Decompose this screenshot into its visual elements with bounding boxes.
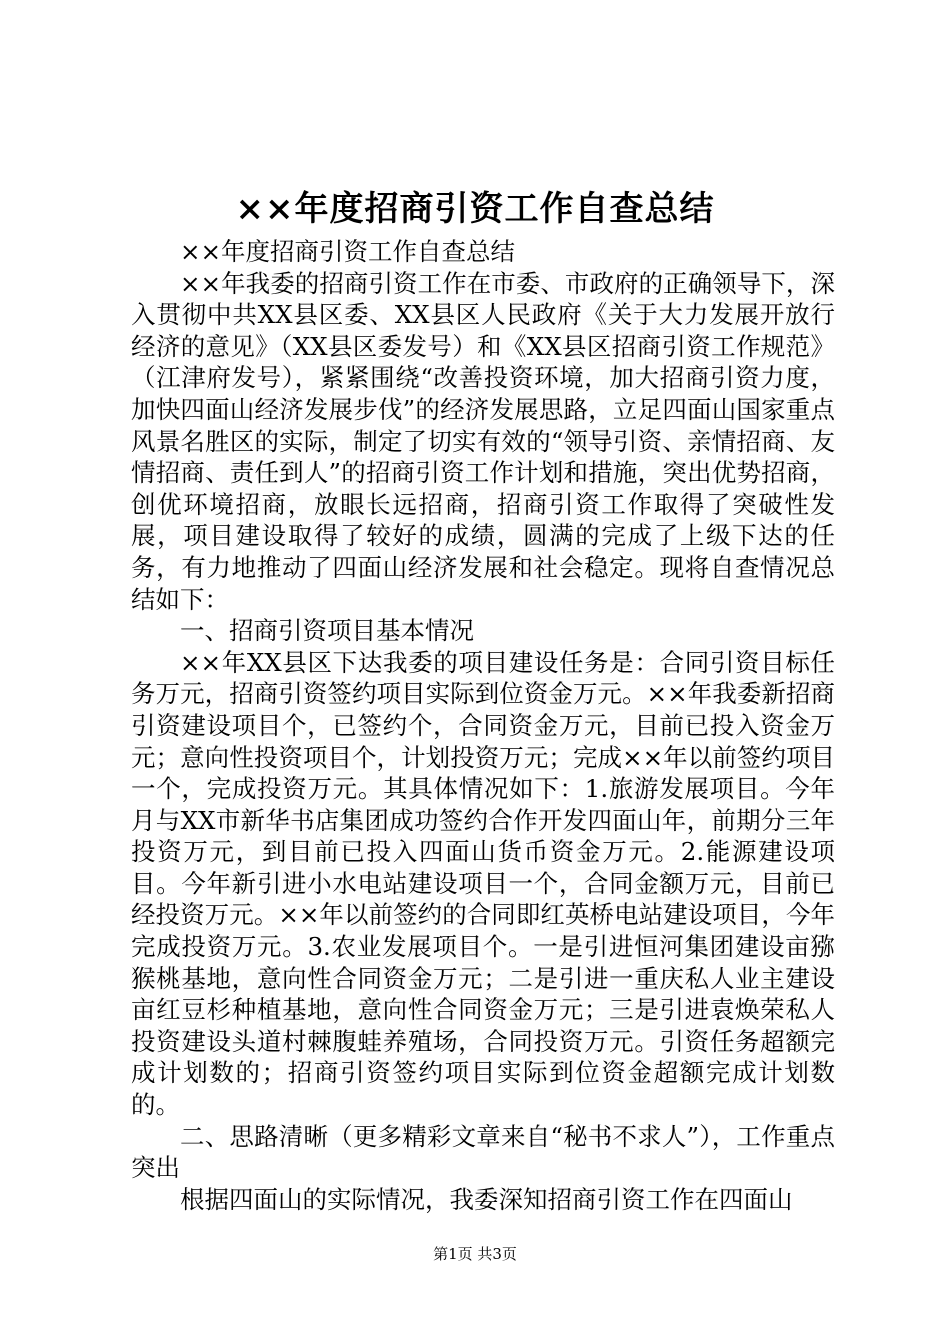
document-body: [131, 236, 835, 1215]
paragraph-continued: 根据四面山的实际情况，我委深知招商引资工作在四面山: [180, 1184, 793, 1214]
paragraph-intro: ××年我委的招商引资工作在市委、市政府的正确领导下，深入贯彻中共XX县区委、XX县区人民政府《关于大力发展开放行经济的意见》（XX县区委发号）和《XX县区招商引资工作规范》（江津府发号），紧紧围绕“改善投资环境，加大招商引资力度，加快四面山经济发展步伐”的经济发展思路，立足四面山国家重点风景名胜区的实际，制定了切实有效的“领导引资、亲情招商、友情招商、责任到人”的招商引资工作计划和措施，突出优势招商，创优环境招商，放眼长远招商，招商引资工作取得了突破性发展，项目建设取得了较好的成绩，圆满的完成了上级下达的任务，有力地推动了四面山经济发展和社会稳定。现将自查情况总结如下：: [131, 268, 835, 614]
paragraph-project-details: ××年XX县区下达我委的项目建设任务是：合同引资目标任务万元，招商引资签约项目实际到位资金万元。××年我委新招商引资建设项目个，已签约个，合同资金万元，目前已投入资金万元；意向性投资项目个，计划投资万元；完成××年以前签约项目一个，完成投资万元。其具体情况如下：1.旅游发展项目。今年月与XX市新华书店集团成功签约合作开发四面山年，前期分三年投资万元，到目前已投入四面山货币资金万元。2.能源建设项目。今年新引进小水电站建设项目一个，合同金额万元，目前已经投资万元。××年以前签约的合同即红英桥电站建设项目，今年完成投资万元。3.农业发展项目个。一是引进恒河集团建设亩猕猴桃基地，意向性合同资金万元；二是引进一重庆私人业主建设亩红豆杉种植基地，意向性合同资金万元；三是引进袁焕荣私人投资建设头道村棘腹蛙养殖场，合同投资万元。引资任务超额完成计划数的；招商引资签约项目实际到位资金超额完成计划数的。: [131, 647, 835, 1120]
paragraph-subtitle: ××年度招商引资工作自查总结: [180, 237, 516, 266]
page-footer: 第1页 共3页: [433, 1245, 517, 1263]
document-title: ××年度招商引资工作自查总结: [235, 189, 715, 229]
section-heading-2: 二、思路清晰（更多精彩文章来自“秘书不求人”），工作重点突出: [131, 1121, 835, 1183]
section-heading-1: 一、招商引资项目基本情况: [180, 616, 474, 646]
